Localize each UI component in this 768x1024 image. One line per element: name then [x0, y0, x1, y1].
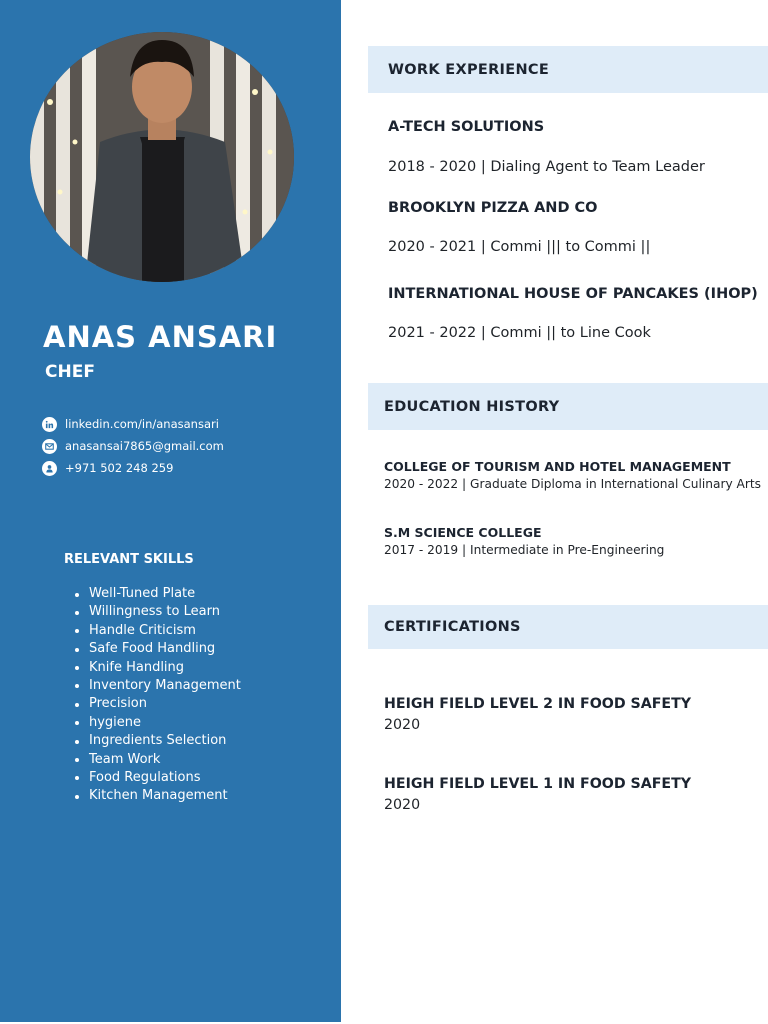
work-experience-heading: WORK EXPERIENCE [388, 61, 550, 78]
candidate-role: CHEF [45, 362, 95, 382]
linkedin-text: linkedin.com/in/anasansari [65, 417, 219, 431]
work-experience-band [368, 46, 768, 93]
skill-item: Ingredients Selection [75, 732, 241, 750]
skill-item: Safe Food Handling [75, 640, 241, 658]
job-company: INTERNATIONAL HOUSE OF PANCAKES (IHOP) [388, 286, 758, 302]
email-text: anasansai7865@gmail.com [65, 439, 224, 453]
certifications-band [368, 605, 768, 649]
skill-item: Well-Tuned Plate [75, 585, 241, 603]
skill-item: Willingness to Learn [75, 603, 241, 621]
skills-list [75, 585, 241, 806]
skill-item: hygiene [75, 714, 241, 732]
contact-phone[interactable] [42, 457, 224, 479]
skill-item: Inventory Management [75, 677, 241, 695]
user-icon [42, 461, 57, 476]
email-icon [42, 439, 57, 454]
job-company: A-TECH SOLUTIONS [388, 119, 545, 135]
certification-name: HEIGH FIELD LEVEL 1 IN FOOD SAFETY [384, 776, 692, 792]
job-company: BROOKLYN PIZZA AND CO [388, 200, 598, 216]
job-detail: 2018 - 2020 | Dialing Agent to Team Leader [388, 159, 705, 175]
phone-text: +971 502 248 259 [65, 461, 174, 475]
skill-item: Knife Handling [75, 659, 241, 677]
education-detail: 2020 - 2022 | Graduate Diploma in International Culinary Arts [384, 477, 762, 491]
job-detail: 2020 - 2021 | Commi ||| to Commi || [388, 239, 651, 255]
contact-email[interactable] [42, 435, 224, 457]
profile-photo [30, 32, 294, 282]
education-school: COLLEGE OF TOURISM AND HOTEL MANAGEMENT [384, 459, 731, 474]
candidate-name: ANAS ANSARI [43, 320, 278, 354]
sidebar [0, 0, 341, 1022]
linkedin-icon [42, 417, 57, 432]
skill-item: Precision [75, 695, 241, 713]
skill-item: Kitchen Management [75, 787, 241, 805]
skills-heading: RELEVANT SKILLS [64, 552, 194, 567]
skill-item: Food Regulations [75, 769, 241, 787]
education-heading: EDUCATION HISTORY [384, 398, 560, 415]
certification-name: HEIGH FIELD LEVEL 2 IN FOOD SAFETY [384, 696, 692, 712]
contact-list [42, 413, 224, 479]
job-detail: 2021 - 2022 | Commi || to Line Cook [388, 325, 651, 341]
contact-linkedin[interactable] [42, 413, 224, 435]
certification-year: 2020 [384, 797, 421, 813]
certification-year: 2020 [384, 717, 421, 733]
skill-item: Handle Criticism [75, 622, 241, 640]
education-school: S.M SCIENCE COLLEGE [384, 525, 542, 540]
skill-item: Team Work [75, 751, 241, 769]
education-band [368, 383, 768, 430]
education-detail: 2017 - 2019 | Intermediate in Pre-Engineering [384, 543, 665, 557]
certifications-heading: CERTIFICATIONS [384, 619, 521, 635]
